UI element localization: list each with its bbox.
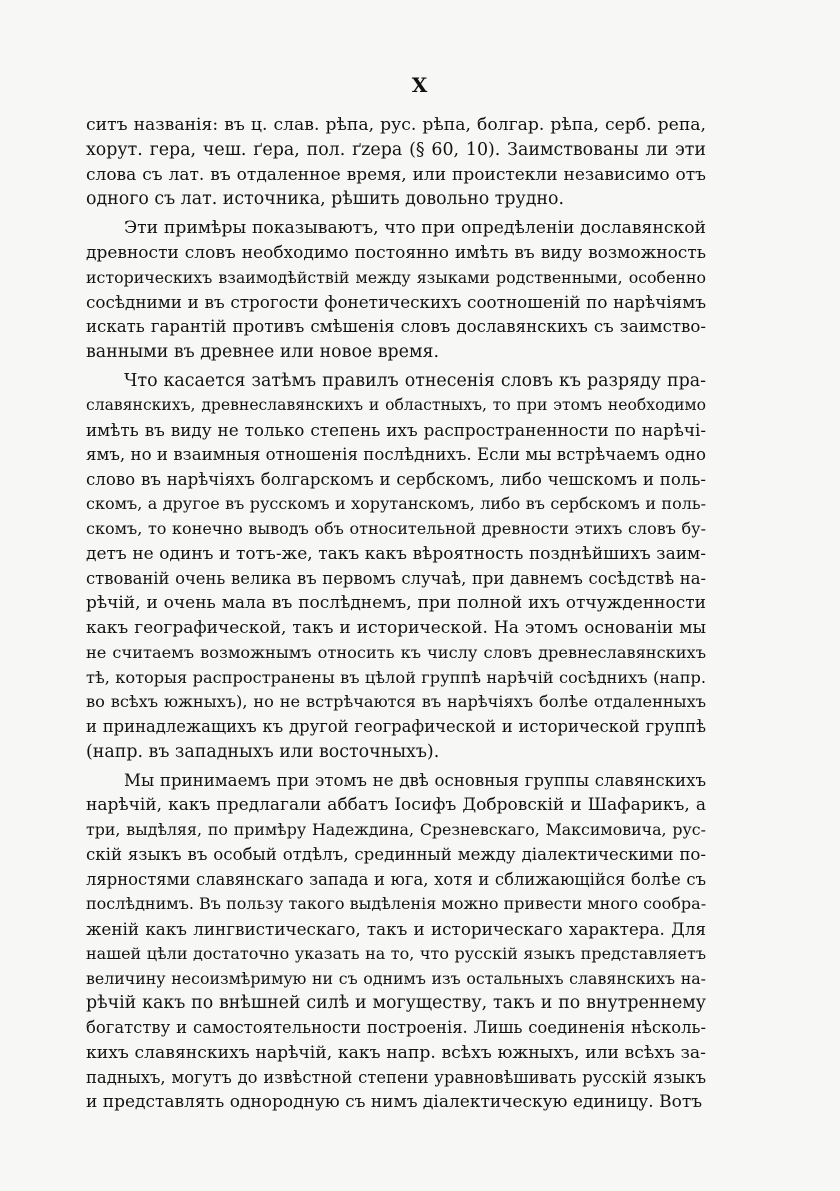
text-line: лярностями славянскаго запада и юга, хотя и сближающійся болѣе съ bbox=[86, 869, 706, 889]
text-line: славянскихъ, древнеславянскихъ и областныхъ, то при этомъ необходимо bbox=[86, 396, 706, 415]
text-line: рѣчій, и очень мала въ послѣднемъ, при полной ихъ отчужденности bbox=[86, 593, 706, 614]
text-line: сосѣдними и въ строгости фонетическихъ соотношеній по нарѣчіямъ bbox=[86, 292, 706, 313]
text-line: хорут. гера, чеш. ґера, пол. ґzера (§ 60, 10). Заимствованы ли эти bbox=[86, 139, 706, 160]
text-line: ситъ названія: въ ц. слав. рѣпа, рус. рѣпа, болгар. рѣпа, серб. репа, bbox=[86, 115, 706, 135]
text-line: искать гарантій противъ смѣшенія словъ дославянскихъ съ заимство- bbox=[86, 317, 706, 336]
paragraph bbox=[86, 216, 706, 365]
text-line: скомъ, а другое въ русскомъ и хорутанскомъ, либо въ сербскомъ и поль- bbox=[86, 494, 706, 514]
text-line: историческихъ взаимодѣйствій между языками родственными, особенно bbox=[86, 267, 706, 287]
text-line: богатству и самостоятельности построенія. Лишь соединенія нѣсколь- bbox=[86, 1018, 706, 1037]
text-line: нашей цѣли достаточно указать на то, что русскій языкъ представляетъ bbox=[86, 943, 706, 963]
text-line: не считаемъ возможнымъ относить къ числу словъ древнеславянскихъ bbox=[86, 642, 706, 662]
text-line: и принадлежащихъ къ другой географической и исторической группѣ bbox=[86, 717, 706, 736]
text-line: ванными въ древнее или новое время. bbox=[86, 341, 439, 362]
text-line: рѣчій какъ по внѣшней силѣ и могуществу, такъ и по внутреннему bbox=[86, 993, 706, 1014]
text-line: ямъ, но и взаимныя отношенія послѣднихъ. Если мы встрѣчаемъ одно bbox=[86, 444, 706, 464]
text-line: детъ не одинъ и тотъ-же, такъ какъ вѣроятность позднѣйшихъ заим- bbox=[86, 543, 706, 564]
text-line: величину несоизмѣримую ни съ однимъ изъ остальныхъ славянскихъ на- bbox=[86, 968, 706, 988]
text-line: нарѣчій, какъ предлагали аббатъ Іосифъ Добровскій и Шафарикъ, а bbox=[86, 795, 706, 816]
text-line: одного съ лат. источника, рѣшить довольно трудно. bbox=[86, 189, 564, 210]
text-line: послѣднимъ. Въ пользу такого выдѣленія можно привести много сообра- bbox=[86, 894, 707, 914]
text-line: (напр. въ западныхъ или восточныхъ). bbox=[86, 741, 440, 762]
text-line: падныхъ, могутъ до извѣстной степени уравновѣшивать русскій языкъ bbox=[86, 1067, 706, 1087]
text-line: скій языкъ въ особый отдѣлъ, срединный между діалектическими по- bbox=[86, 844, 706, 864]
body-text bbox=[86, 113, 706, 1115]
text-line: какъ географической, такъ и исторической. На этомъ основаніи мы bbox=[86, 618, 706, 638]
text-line: тѣ, которыя распространены въ цѣлой группѣ нарѣчій сосѣднихъ (напр. bbox=[86, 667, 706, 687]
text-line: и представлять однородную съ нимъ діалектическую единицу. Вотъ bbox=[86, 1092, 703, 1113]
text-line: слово въ нарѣчіяхъ болгарскомъ и сербскомъ, либо чешскомъ и поль- bbox=[86, 469, 706, 489]
text-line: ствованій очень велика въ первомъ случаѣ, при давнемъ сосѣдствѣ на- bbox=[86, 568, 706, 588]
text-line: слова съ лат. въ отдаленное время, или проистекли независимо отъ bbox=[86, 164, 706, 185]
page-number: X bbox=[411, 73, 429, 97]
text-line: древности словъ необходимо постоянно имѣть въ виду возможность bbox=[86, 242, 706, 263]
text-line: Мы принимаемъ при этомъ не двѣ основныя группы славянскихъ bbox=[124, 770, 706, 790]
text-line: Что касается затѣмъ правилъ отнесенія словъ къ разряду пра- bbox=[124, 370, 706, 391]
text-line: скомъ, то конечно выводъ объ относительной древности этихъ словъ бу- bbox=[86, 519, 706, 538]
paragraph bbox=[86, 113, 706, 212]
text-line: кихъ славянскихъ нарѣчій, какъ напр. всѣхъ южныхъ, или всѣхъ за- bbox=[86, 1042, 706, 1063]
text-line: женій какъ лингвистическаго, такъ и историческаго характера. Для bbox=[86, 919, 706, 939]
text-line: во всѣхъ южныхъ), но не встрѣчаются въ нарѣчіяхъ болѣе отдаленныхъ bbox=[86, 692, 706, 712]
paragraph bbox=[86, 369, 706, 765]
text-line: три, выдѣляя, по примѣру Надеждина, Срезневскаго, Максимовича, рус- bbox=[86, 820, 706, 839]
paragraph bbox=[86, 769, 706, 1116]
text-line: имѣть въ виду не только степень ихъ распространенности по нарѣчі- bbox=[86, 420, 706, 440]
text-line: Эти примѣры показываютъ, что при опредѣленіи дославянской bbox=[124, 218, 706, 238]
